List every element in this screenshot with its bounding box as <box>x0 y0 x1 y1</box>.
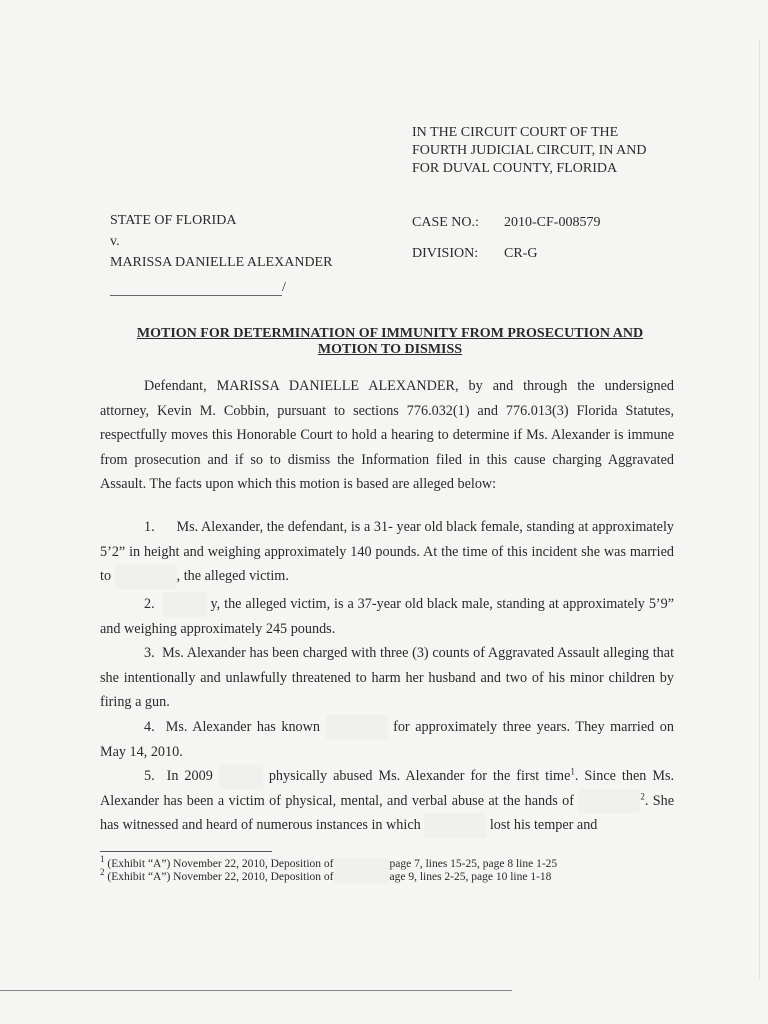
redaction <box>326 715 388 740</box>
versus: v. <box>110 234 120 249</box>
blank-line <box>110 281 282 296</box>
court-line-1: IN THE CIRCUIT COURT OF THE <box>412 125 619 140</box>
scan-edge-line <box>0 990 512 991</box>
redaction <box>163 592 207 617</box>
item-number: 4. <box>144 719 155 735</box>
footnote-mark: 2 <box>100 867 105 878</box>
item-text: Ms. Alexander has known <box>165 719 320 735</box>
item-text: Ms. Alexander, the defendant, is a 31- year old black female, standing at approximately 5’2” in height and weighing approximately 140 pounds. At the time of this incident she was married to <box>100 519 674 584</box>
footnote-text: age 9, lines 2-25, page 10 line 1-18 <box>389 871 552 883</box>
numbered-item-3 <box>100 641 674 715</box>
footnote-1 <box>100 854 558 871</box>
item-text: Ms. Alexander has been charged with three (3) counts of Aggravated Assault alleging that she intentionally and unlawfully threatened to harm her husband and two of his minor children by firing a gun. <box>100 645 675 710</box>
division-value: CR-G <box>504 246 538 261</box>
case-info <box>412 207 600 269</box>
case-number-label: CASE NO.: <box>412 215 479 230</box>
footnote-ref: 2 <box>640 790 645 801</box>
redaction <box>424 813 486 838</box>
redaction <box>334 871 390 884</box>
court-line-2: FOURTH JUDICIAL CIRCUIT, IN AND <box>412 143 647 158</box>
numbered-item-1 <box>100 515 674 589</box>
item-text: , the alleged victim. <box>176 568 289 584</box>
numbered-item-2 <box>100 592 674 641</box>
footnote-mark: 1 <box>100 854 105 865</box>
intro-paragraph <box>100 374 674 497</box>
numbered-item-5 <box>100 764 674 838</box>
motion-title-line-2: MOTION TO DISMISS <box>317 342 463 357</box>
party-block <box>110 210 332 273</box>
footnote-text: (Exhibit “A”) November 22, 2010, Deposition of <box>107 858 334 870</box>
footnote-text: page 7, lines 15-25, page 8 line 1-25 <box>389 858 558 870</box>
motion-title <box>60 326 720 358</box>
redaction <box>334 858 390 871</box>
redaction <box>115 564 177 589</box>
item-number: 3. <box>144 645 155 661</box>
court-line-3: FOR DUVAL COUNTY, FLORIDA <box>412 161 618 176</box>
item-number: 2. <box>144 596 155 612</box>
item-text: y, the alleged victim, is a 37-year old black male, standing at approximately 5’9” and weighing approximately 245 pounds. <box>100 596 675 637</box>
redaction <box>219 764 263 789</box>
item-text: physically abused Ms. Alexander for the first time <box>268 768 571 784</box>
page-edge <box>759 40 760 980</box>
item-text: . She has witnessed and heard of numerous instances in which <box>100 792 675 833</box>
redaction <box>578 789 640 814</box>
footnote-divider <box>100 851 272 852</box>
item-number: 5. <box>144 768 155 784</box>
item-text: . Since then Ms. Alexander has been a victim of physical, mental, and verbal abuse at the hands of <box>100 768 675 809</box>
footnote-text: (Exhibit “A”) November 22, 2010, Deposition of <box>107 871 334 883</box>
footnote-2 <box>100 867 552 884</box>
item-text: In 2009 <box>166 768 213 784</box>
item-text: lost his temper and <box>489 817 598 833</box>
motion-title-line-1: MOTION FOR DETERMINATION OF IMMUNITY FROM PROSECUTION AND <box>136 326 644 341</box>
court-caption <box>412 124 646 178</box>
intro-text: Defendant, MARISSA DANIELLE ALEXANDER, by and through the undersigned attorney, Kevin M. Cobbin, pursuant to sections 776.032(1) and 776.013(3) Florida Statutes, respectfully moves this Honorable Court to hold a hearing to determine if Ms. Alexander is immune from prosecution and if so to dismiss the Information filed in this cause charging Aggravated Assault. The facts upon which this motion is based are alleged below: <box>100 378 674 492</box>
caption-underline <box>110 280 286 296</box>
division-label: DIVISION: <box>412 246 479 261</box>
item-number: 1. <box>144 519 155 535</box>
item-text: for approximately three years. They married on May 14, 2010. <box>100 719 674 760</box>
defendant-name: MARISSA DANIELLE ALEXANDER <box>110 255 333 270</box>
footnote-ref: 1 <box>570 766 575 777</box>
plaintiff-name: STATE OF FLORIDA <box>110 213 237 228</box>
caption-slash: / <box>282 280 286 295</box>
numbered-item-4 <box>100 715 674 764</box>
case-number: 2010-CF-008579 <box>504 215 601 230</box>
